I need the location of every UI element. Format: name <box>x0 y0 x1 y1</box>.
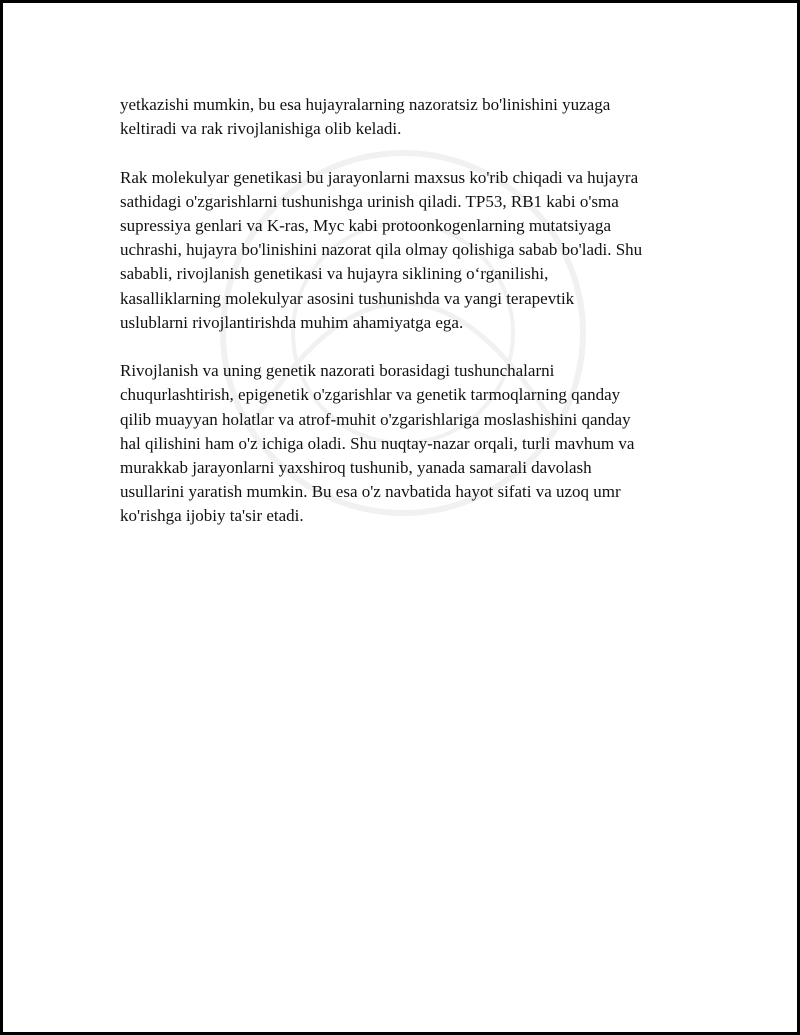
text-line: usullarini yaratish mumkin. Bu esa o'z navbatida hayot sifati va uzoq umr <box>120 482 621 502</box>
text-line: uchrashi, hujayra bo'linishini nazorat qila olmay qolishiga sabab bo'ladi. Shu <box>120 240 643 260</box>
text-line: sababli, rivojlanish genetikasi va hujayra siklining o‘rganilishi, <box>120 264 549 284</box>
text-line: Rak molekulyar genetikasi bu jarayonlarni maxsus ko'rib chiqadi va hujayra <box>120 167 639 187</box>
text-line: uslublarni rivojlantirishda muhim ahamiyatga ega. <box>120 312 464 332</box>
text-line: sathidagi o'zgarishlarni tushunishga urinish qiladi. TP53, RB1 kabi o'sma <box>120 191 619 211</box>
paragraph-3 <box>120 359 700 528</box>
text-line: ko'rishga ijobiy ta'sir etadi. <box>120 506 304 526</box>
text-line: yetkazishi mumkin, bu esa hujayralarning nazoratsiz bo'linishini yuzaga <box>120 95 611 114</box>
text-line: keltiradi va rak rivojlanishiga olib keladi. <box>120 119 402 139</box>
text-line: chuqurlashtirish, epigenetik o'zgarishlar va genetik tarmoqlarning qanday <box>120 385 621 405</box>
paragraph-2 <box>120 166 700 335</box>
document-body <box>120 93 700 553</box>
text-line: hal qilishini ham o'z ichiga oladi. Shu nuqtay-nazar orqali, turli mavhum va <box>120 433 635 453</box>
text-line: kasalliklarning molekulyar asosini tushunishda va yangi terapevtik <box>120 288 575 308</box>
text-line: Rivojlanish va uning genetik nazorati borasidagi tushunchalarni <box>120 361 555 381</box>
text-line: murakkab jarayonlarni yaxshiroq tushunib, yanada samarali davolash <box>120 458 592 478</box>
text-line: qilib muayyan holatlar va atrof-muhit o'zgarishlariga moslashishini qanday <box>120 409 631 429</box>
text-line: supressiya genlari va K-ras, Myc kabi protoonkogenlarning mutatsiyaga <box>120 216 611 235</box>
paragraph-1 <box>120 93 700 141</box>
